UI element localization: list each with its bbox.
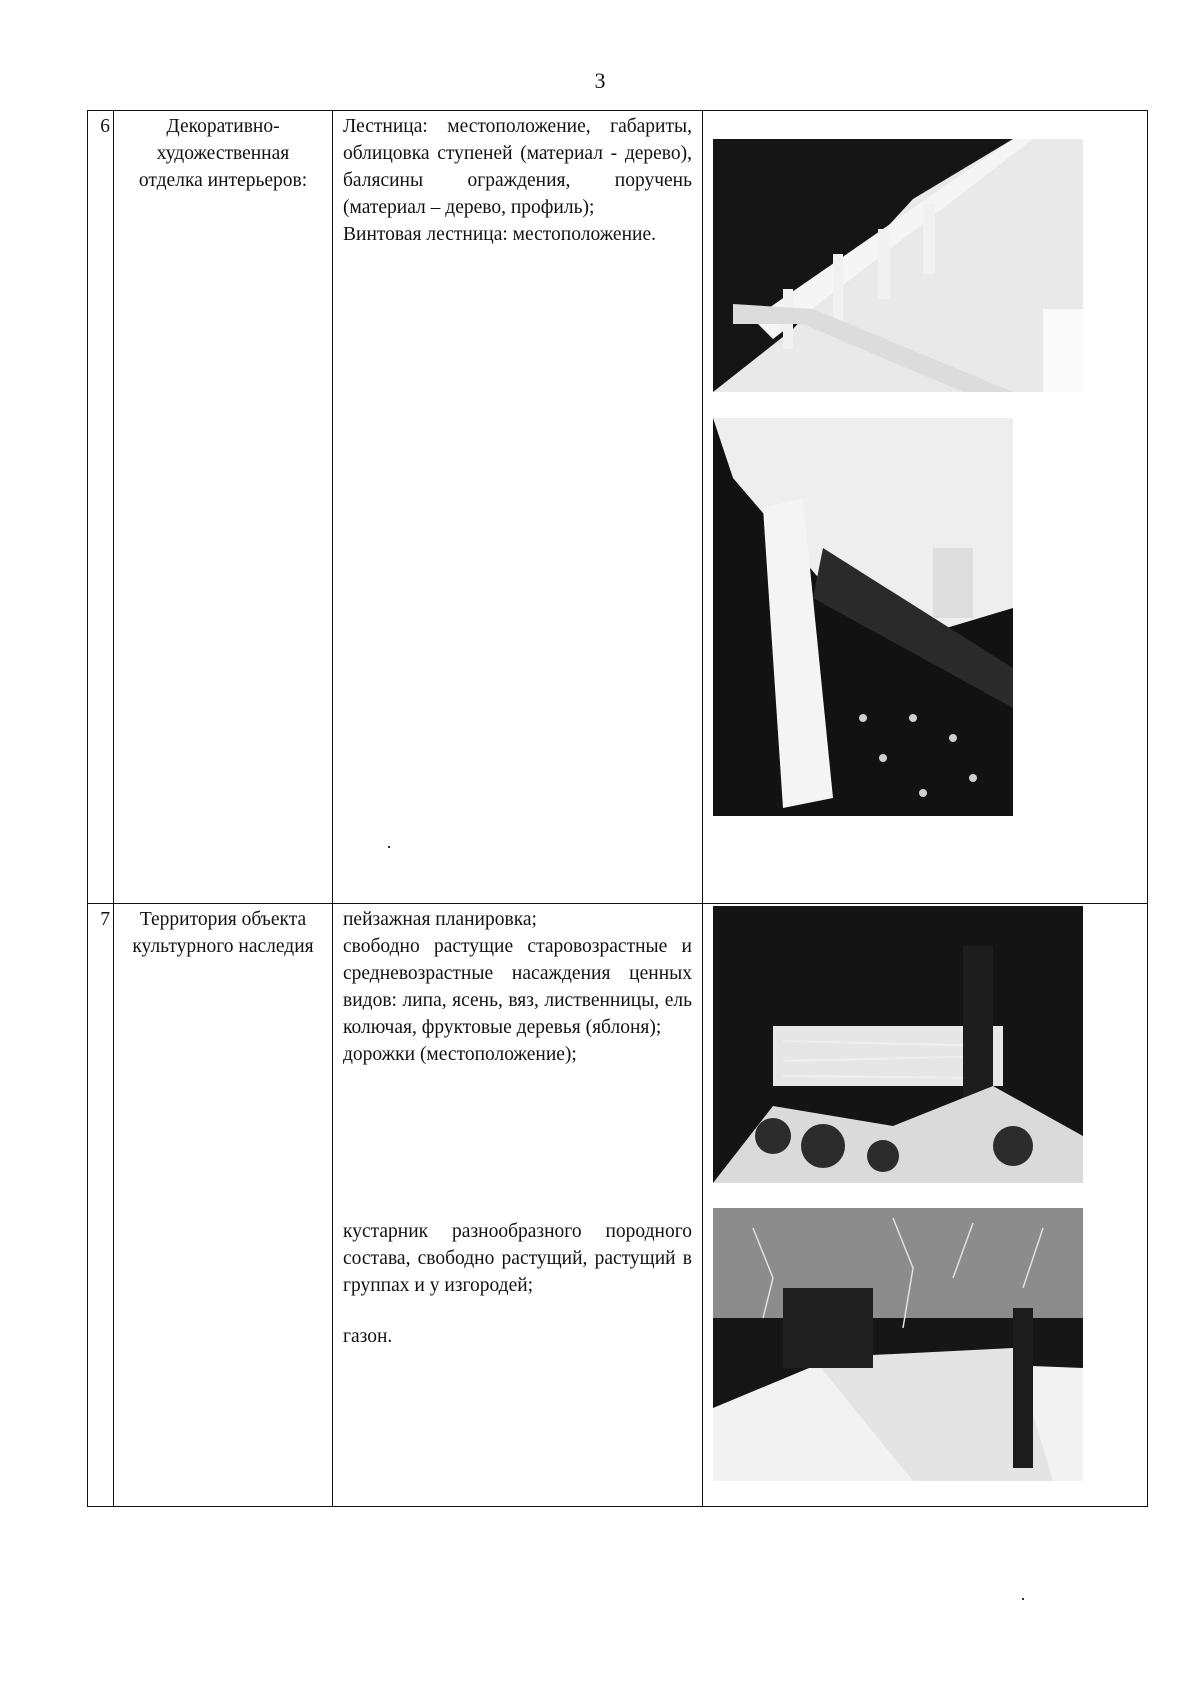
description-item: дорожки (местоположение); [343, 1044, 577, 1065]
heritage-elements-table [87, 110, 1148, 1507]
spiral-staircase-photo [713, 418, 1013, 816]
scan-speck [1022, 1598, 1024, 1600]
park-trees-photo [713, 906, 1083, 1183]
description-item: пейзажная планировка; [343, 909, 537, 930]
element-description [333, 111, 703, 904]
scan-speck [388, 846, 390, 848]
photo-cell [703, 904, 1148, 1507]
element-description [333, 904, 703, 1507]
description-item: Лестница: местоположение, габариты, облицовка ступеней (материал - дерево), балясины ограждения, поручень (материал – дерево, профиль); [343, 116, 692, 218]
page-number: 3 [594, 68, 606, 93]
description-item: кустарник разнообразного породного состава, свободно растущий, растущий в группах и у изгородей; [343, 1221, 692, 1296]
table-row [88, 111, 1148, 904]
description-item: свободно растущие старовозрастные и средневозрастные насаждения ценных видов: липа, ясень, вяз, лиственницы, ель колючая, фруктовые деревья (яблоня); [343, 936, 692, 1038]
table-row [88, 904, 1148, 1507]
description-item: газон. [343, 1326, 393, 1347]
row-number: 7 [88, 904, 114, 1507]
staircase-photo [713, 139, 1083, 392]
element-name: Декоративно-художественная отделка интерьеров: [114, 111, 333, 904]
element-name: Территория объекта культурного наследия [114, 904, 333, 1507]
photo-cell [703, 111, 1148, 904]
snowy-garden-photo [713, 1208, 1083, 1481]
row-number: 6 [88, 111, 114, 904]
description-item: Винтовая лестница: местоположение. [343, 224, 656, 245]
